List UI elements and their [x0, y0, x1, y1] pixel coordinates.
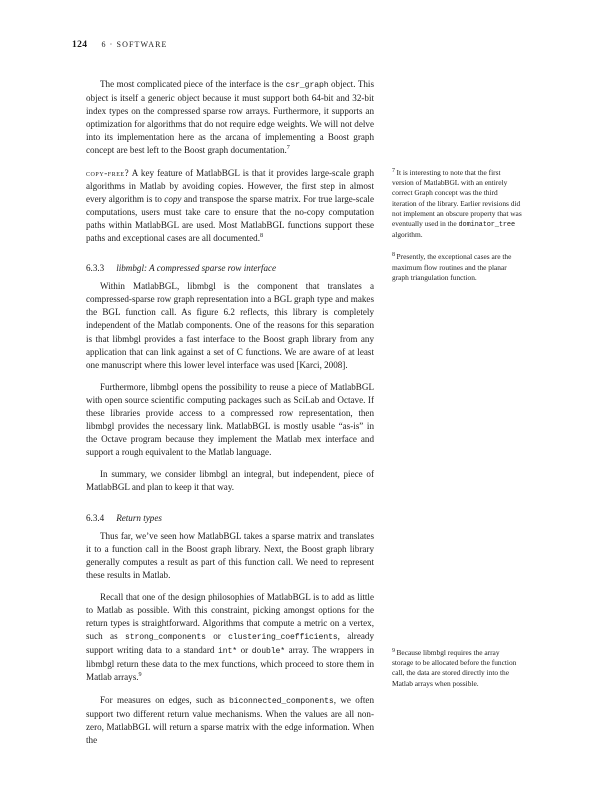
- text-run: array. The wrappers in libmbgl return these data to the mex functions, which proceed to store them in Matlab arrays.: [86, 645, 375, 683]
- paragraph-copy-free: [86, 167, 374, 246]
- text-run: or: [205, 631, 229, 642]
- text-run: or: [237, 645, 252, 656]
- footnote-number: 8: [392, 251, 395, 258]
- inline-heading-copy-free: copy-free?: [86, 167, 130, 178]
- text-run: Recall that one of the design philosophies of MatlabBGL is to add as little to Matlab as possible. With this constraint, picking amongst options for the return types is straightforward. Algorithms that compute a metric on a vertex, such as: [86, 591, 374, 642]
- code-csr-graph: csr_graph: [285, 81, 329, 90]
- section-title: Return types: [116, 512, 162, 523]
- margin-notes-column: [392, 168, 522, 295]
- section-title: libmbgl: A compressed sparse row interface: [116, 263, 277, 274]
- section-number: 6.3.4: [86, 512, 105, 523]
- text-run: object. This object is itself a generic object because it must support both 64-bit and 32-bit index types on the compressed sparse row arrays. Furthermore, it supports an optimization for algorithms that do not require edge weights. We will not delve into its implementation here as the arcana of implementing a Boost graph concept are best left to the Boost graph documentation.: [86, 79, 374, 156]
- footnote-marker-7: 7: [286, 144, 290, 152]
- paragraph-return-intro: Thus far, we’ve seen how MatlabBGL takes a sparse matrix and translates it to a function call in the Boost graph library. Next, the Boost graph library generally computes a result as part of this function call. We need to represent these results in Matlab.: [86, 530, 374, 580]
- code-biconnected-components: biconnected_components: [229, 696, 334, 706]
- text-run: The most complicated piece of the interface is the: [100, 79, 286, 89]
- emphasis-copy: copy: [164, 193, 182, 204]
- footnote-marker-9: 9: [138, 671, 142, 679]
- paragraph-libmbgl-reuse: Furthermore, libmbgl opens the possibility to reuse a piece of MatlabBGL with open source scientific computing packages such as SciLab and Octave. If these libraries provide access to a compressed row representation, then libmbgl provides the necessary link. MatlabBGL is mostly usable “as-is” in the Octave program because they implement the Matlab mex interface and support a rough equivalent to the Matlab language.: [86, 381, 374, 458]
- text-run: and transpose the sparse matrix. For true large-scale computations, users must take care to ensure that the no-copy computation paths within MatlabBGL are used. Most MatlabBGL functions support these paths and exceptional cases are all documented.: [86, 193, 374, 244]
- paragraph-csr-graph: [86, 78, 374, 158]
- paragraph-edge-measures: [86, 694, 374, 747]
- code-dominator-tree: dominator_tree: [458, 221, 515, 230]
- footnote-text: Because libmbgl requires the array storage to be allocated before the function call, the data are stored directly into the Matlab arrays when possible.: [392, 648, 517, 688]
- code-int-pointer: int*: [217, 647, 238, 657]
- text-run: For measures on edges, such as: [100, 694, 230, 705]
- text-run: , already support writing data to a standard: [86, 631, 374, 656]
- text-run: A key feature of MatlabBGL is that it provides large-scale graph algorithms in Matlab by avoiding copies. However, the first step in almost every algorithm is to: [86, 167, 374, 204]
- footnote-number: 7: [392, 167, 395, 174]
- margin-note-lower: [392, 648, 522, 701]
- footnote-text: It is interesting to note that the first version of MatlabBGL with an entirely correct Graph concept was the third iteration of the library. Earlier revisions did not implement an obscure property that was eventually used in the: [392, 168, 522, 229]
- page-header: [72, 40, 540, 54]
- text-run: , we often support two different return value mechanisms. When the values are all non-zero, MatlabBGL will return a sparse matrix with the edge information. When the: [86, 694, 374, 745]
- paragraph-return-philosophy: [86, 591, 374, 685]
- code-clustering-coefficients: clustering_coefficients: [228, 633, 338, 643]
- section-heading-634: [86, 513, 374, 523]
- paragraph-libmbgl-summary: In summary, we consider libmbgl an integral, but independent, piece of MatlabBGL and plan to keep it that way.: [86, 469, 374, 493]
- footnote-8: [392, 252, 522, 283]
- footnote-7: [392, 168, 522, 240]
- footnote-text: Presently, the exceptional cases are the maximum flow routines and the planar graph triangulation function.: [392, 252, 512, 282]
- page-number: 124: [72, 40, 88, 50]
- code-strong-components: strong_components: [124, 633, 206, 643]
- footnote-9: [392, 648, 522, 689]
- running-head: 6 · SOFTWARE: [101, 40, 168, 49]
- footnote-number: 9: [392, 647, 395, 654]
- code-double-pointer: double*: [251, 647, 286, 657]
- footnote-marker-8: 8: [259, 232, 264, 239]
- paragraph-libmbgl-intro: Within MatlabBGL, libmbgl is the component that translates a compressed-sparse row graph representation into a BGL graph type and makes the BGL function call. As figure 6.2 reflects, this library is completely independent of the Matlab components. One of the reasons for this separation is that libmbgl provides a fast interface to the Boost graph library from any application that can link against a set of C functions. We are aware of at least one manuscript where this lower level interface was used [Karci, 2008].: [86, 281, 374, 370]
- section-heading-633: [86, 263, 374, 273]
- section-number: 6.3.3: [86, 263, 105, 274]
- main-text-column: [86, 78, 374, 747]
- footnote-text: algorithm.: [392, 230, 423, 240]
